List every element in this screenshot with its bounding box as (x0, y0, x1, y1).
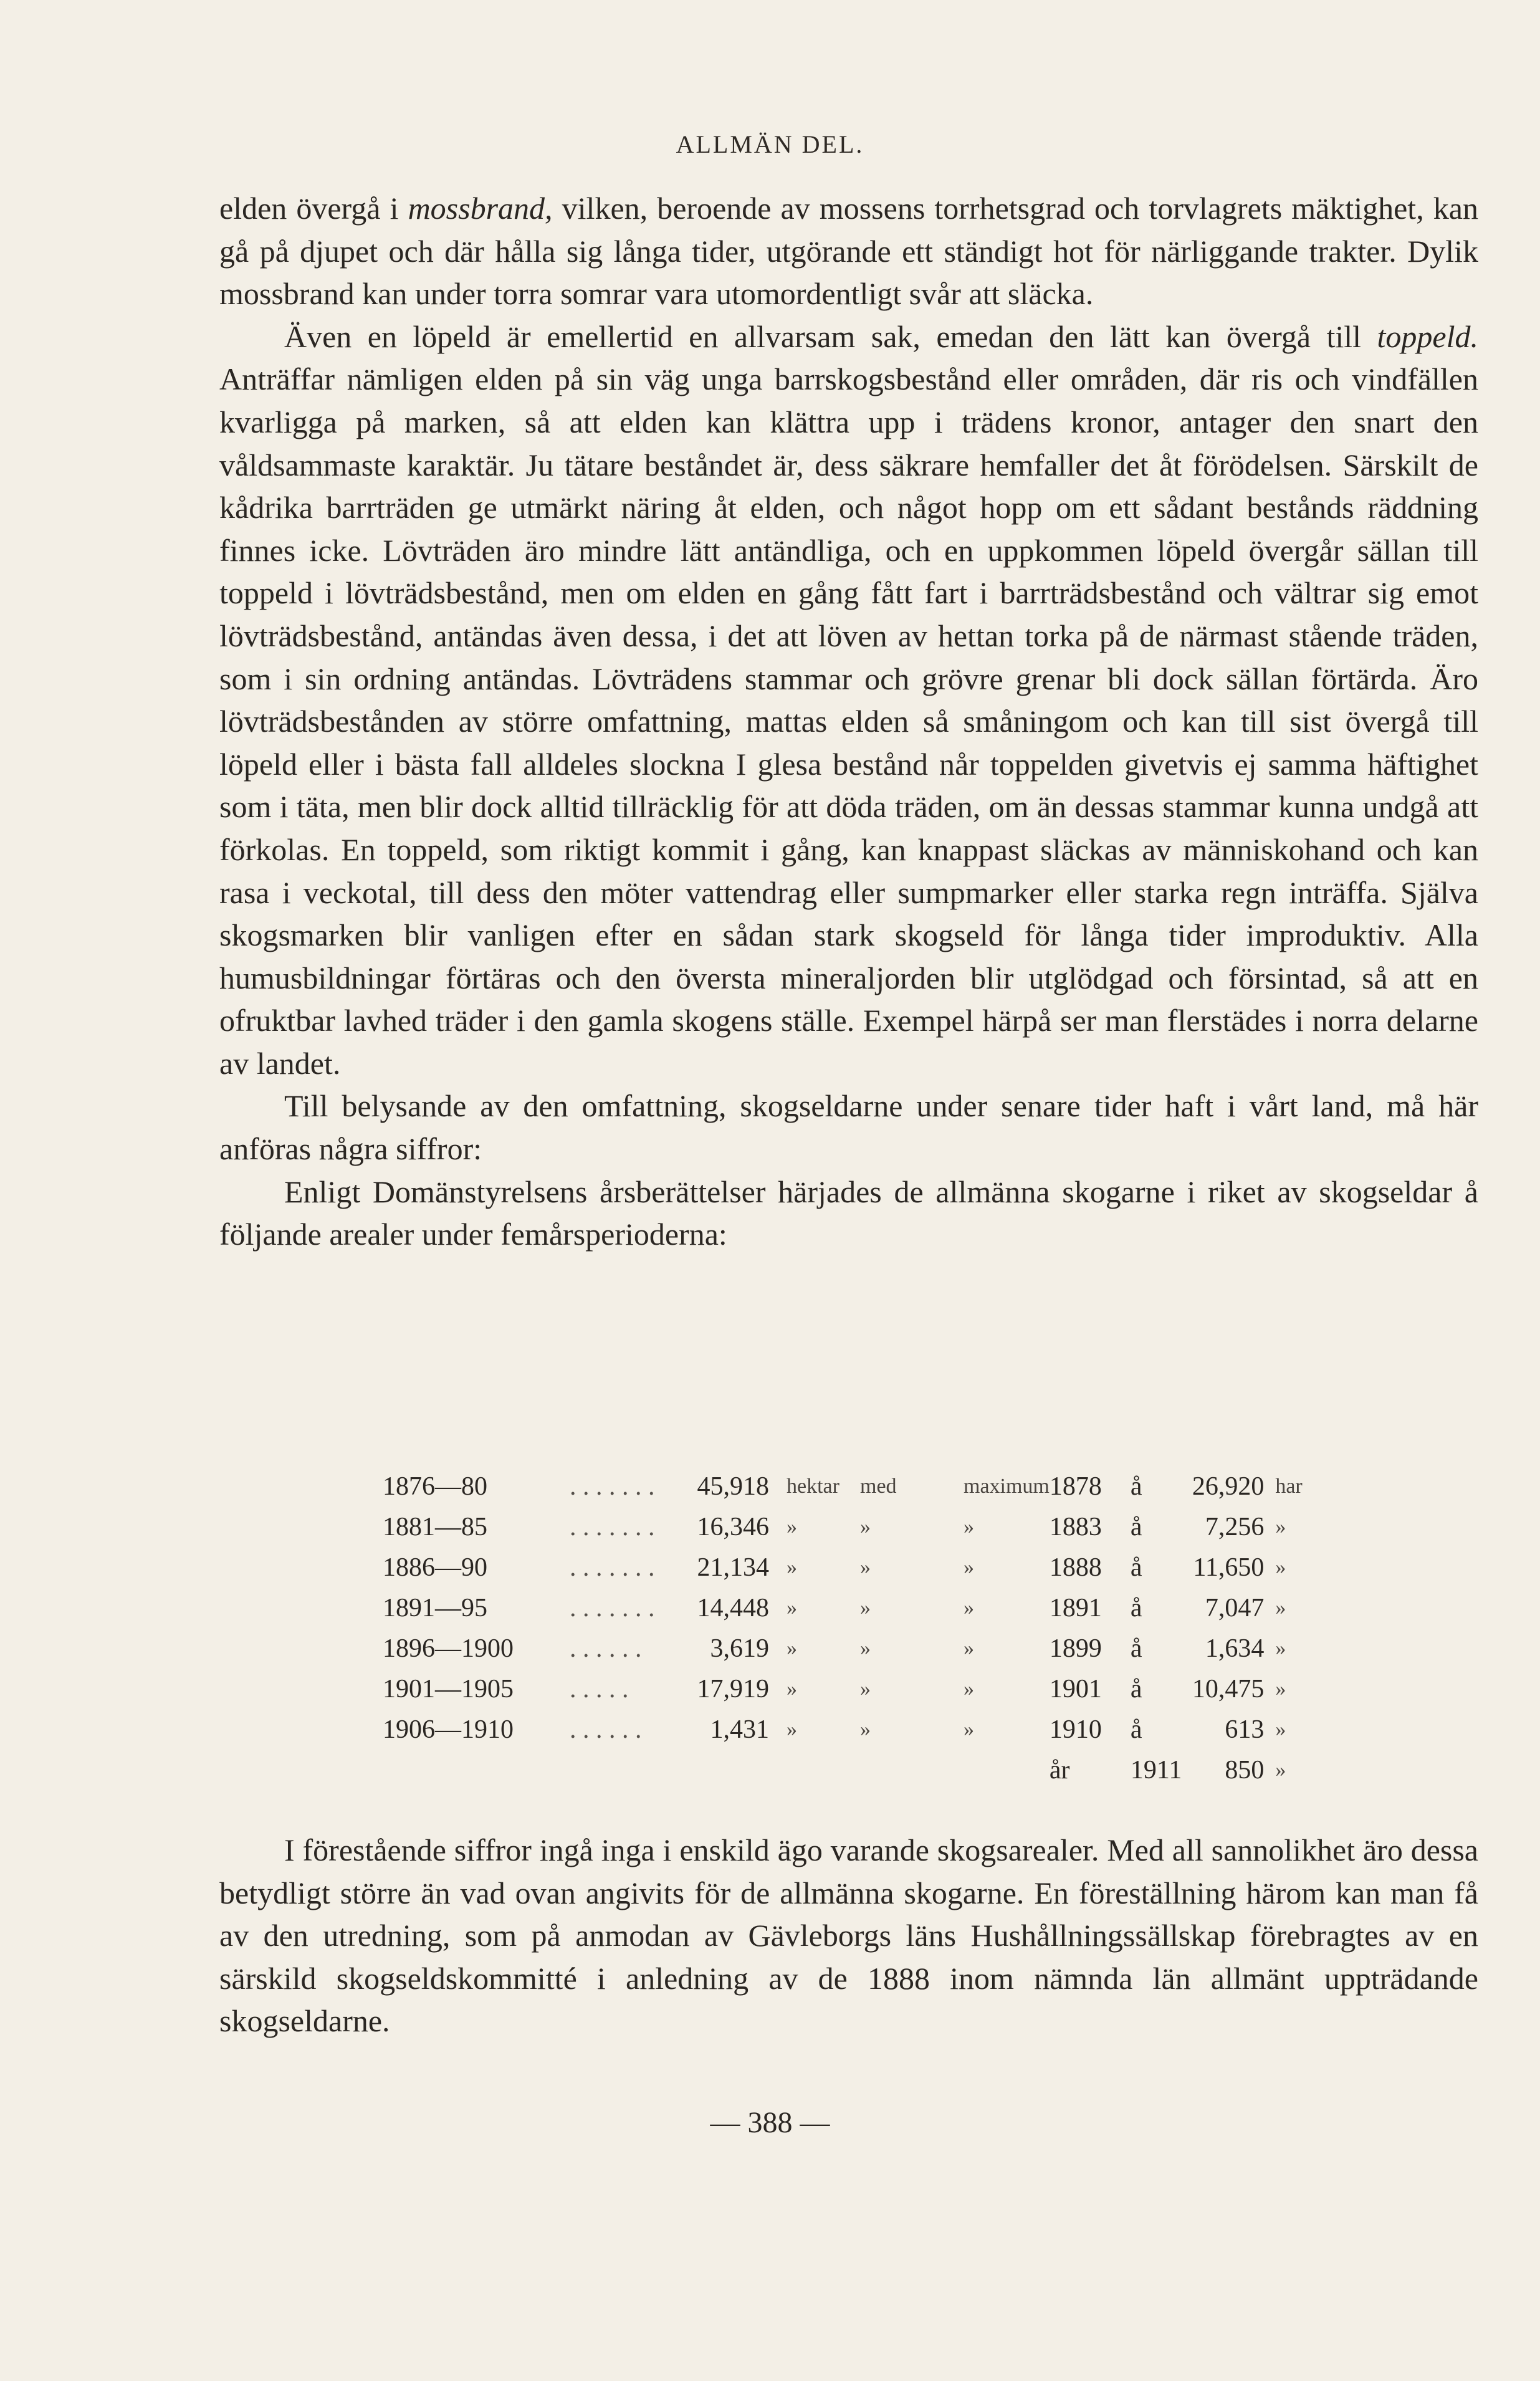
term-mossbrand: mossbrand, (408, 191, 553, 226)
cell-max: 7,047 (1205, 1593, 1265, 1622)
cell-a: å (1130, 1715, 1142, 1744)
cell-unit: » (1275, 1555, 1286, 1579)
cell-dots: . . . . . . . (570, 1553, 655, 1582)
cell-w3: » (964, 1677, 974, 1700)
paragraph-mossbrand: elden övergå i mossbrand, vilken, beroende av mossens torrhetsgrad och torvlagrets mäktighet, kan gå på djupet och där hålla sig långa tider, utgörande ett ständigt hot för närliggande trakter. Dylik mossbrand kan under torra somrar vara utomordentligt svår att släcka. (219, 191, 1478, 312)
table-row (383, 1507, 1313, 1547)
cell-w1: » (787, 1515, 797, 1538)
cell-w3: » (964, 1515, 974, 1538)
table-row (383, 1750, 1313, 1790)
cell-max: 10,475 (1192, 1674, 1265, 1703)
cell-w2 (860, 1750, 964, 1790)
table-row (383, 1466, 1313, 1507)
cell-unit: » (1275, 1758, 1286, 1781)
cell-hectares: 17,919 (697, 1674, 769, 1703)
cell-year: 1883 (1049, 1512, 1102, 1541)
cell-max: 26,920 (1192, 1472, 1265, 1501)
cell-year: 1891 (1049, 1593, 1102, 1622)
cell-a: å (1130, 1512, 1142, 1541)
cell-a: å (1130, 1553, 1142, 1582)
cell-dots: . . . . . . (570, 1634, 642, 1663)
page-number: — 388 — (710, 2106, 830, 2139)
cell-w1: » (787, 1596, 797, 1619)
cell-w2: » (860, 1596, 871, 1619)
cell-w1: » (787, 1717, 797, 1741)
cell-w3: » (964, 1555, 974, 1579)
cell-w3: maximum (964, 1474, 1050, 1498)
cell-a: å (1130, 1674, 1142, 1703)
table-row (383, 1547, 1313, 1588)
table-row (383, 1588, 1313, 1628)
cell-max: 850 (1225, 1755, 1265, 1785)
cell-year: 1910 (1049, 1715, 1102, 1744)
cell-unit: » (1275, 1677, 1286, 1700)
cell-w3: » (964, 1596, 974, 1619)
cell-max: 613 (1225, 1715, 1265, 1744)
cell-w2: » (860, 1717, 871, 1741)
cell-period: 1906—1910 (383, 1715, 514, 1744)
cell-period: 1896—1900 (383, 1634, 514, 1663)
cell-max: 1,634 (1205, 1634, 1265, 1663)
cell-a: 1911 (1130, 1755, 1182, 1785)
cell-w2: » (860, 1515, 871, 1538)
cell-dots: . . . . . . . (570, 1512, 655, 1541)
body-text-lower (219, 1829, 1478, 2043)
cell-hectares: 21,134 (697, 1553, 769, 1582)
forest-fire-statistics-table (383, 1466, 1313, 1790)
cell-w1 (787, 1750, 860, 1790)
paragraph-private-land: I förestående siffror ingå inga i enskild ägo varande skogsarealer. Med all sannolikhet äro dessa betydligt större än vad ovan angivits för de allmänna skogarne. En föreställning härom kan man få av den utredning, som på anmodan av Gävleborgs läns Hushållningssällskap förebragtes av en särskild skogseldskommitté i anledning av de 1888 inom nämnda län allmänt uppträdande skogseldarne. (219, 1832, 1478, 2039)
cell-hectares: 16,346 (697, 1512, 769, 1541)
cell-hectares: 14,448 (697, 1593, 769, 1622)
cell-w2: » (860, 1555, 871, 1579)
cell-dots: . . . . . . . (570, 1472, 655, 1501)
cell-w1: » (787, 1555, 797, 1579)
body-text-upper (219, 187, 1478, 1256)
cell-a: å (1130, 1634, 1142, 1663)
cell-dots: . . . . . (570, 1674, 629, 1703)
cell-hectares (694, 1750, 787, 1790)
cell-w2: med (860, 1474, 897, 1498)
cell-unit: har (1275, 1474, 1303, 1498)
paragraph-domanstyrelsen: Enligt Domänstyrelsens årsberättelser härjades de allmänna skogarne i riket av skogseldar å följande arealer under femårsperioderna: (219, 1174, 1478, 1252)
cell-w1: hektar (787, 1474, 839, 1498)
cell-year: 1901 (1049, 1674, 1102, 1703)
cell-w3 (964, 1750, 1050, 1790)
cell-unit: » (1275, 1596, 1286, 1619)
cell-dots: . . . . . . . (570, 1593, 655, 1622)
paragraph-toppeld: Även en löpeld är emellertid en allvarsam sak, emedan den lätt kan övergå till toppeld. Anträffar nämligen elden på sin väg unga barrskogsbestånd eller områden, där ris och vindfällen kvarligga på marken, så att elden kan klättra upp i trädens kronor, antager den snart den våldsammaste karaktär. Ju tätare beståndet är, dess säkrare hemfaller det åt förödelsen. Särskilt de kådrika barrträden ge utmärkt näring åt elden, och något hopp om ett sådant bestånds räddning finnes icke. Lövträden äro mindre lätt antändliga, och en uppkommen löpeld övergår sällan till toppeld i lövträdsbestånd, men om elden en gång fått fart i barrträdsbestånd och vältrar sig emot lövträdsbestånd, antändas även dessa, i det att löven av hettan torka på de närmast stående träden, som i sin ordning antändas. Lövträdens stammar och grövre grenar bli dock sällan förtärda. Äro lövträdsbestånden av större omfattning, mattas elden så småningom och kan till sist övergå till löpeld eller i bästa fall alldeles slockna I glesa bestånd når toppelden givetvis ej samma häftighet som i täta, men blir dock alltid tillräcklig för att döda träden, om än dessas stammar kunna undgå att förkolas. En toppeld, som riktigt kommit i gång, kan knappast släckas av människohand och kan rasa i veckotal, till dess den möter vattendrag eller sumpmarker eller starka regn inträffa. Själva skogsmarken blir vanligen efter en sådan stark skogseld för långa tider improduktiv. Alla humusbildningar förtäras och den översta mineraljorden blir utglödgad och försintad, så att en ofruktbar lavhed träder i den gamla skogens ställe. Exempel härpå ser man flerstädes i norra delarne av landet. (219, 319, 1478, 1081)
cell-w3: » (964, 1717, 974, 1741)
cell-hectares: 3,619 (710, 1634, 769, 1663)
cell-year: 1899 (1049, 1634, 1102, 1663)
cell-w3: » (964, 1636, 974, 1660)
cell-year: år (1049, 1755, 1070, 1785)
cell-max: 11,650 (1193, 1553, 1265, 1582)
cell-dots (570, 1750, 694, 1790)
cell-dots: . . . . . . (570, 1715, 642, 1744)
table-row (383, 1709, 1313, 1750)
cell-a: å (1130, 1472, 1142, 1501)
cell-w1: » (787, 1677, 797, 1700)
paragraph-intro-figures: Till belysande av den omfattning, skogseldarne under senare tider haft i vårt land, må här anföras några siffror: (219, 1088, 1478, 1167)
cell-period: 1876—80 (383, 1472, 487, 1501)
cell-a: å (1130, 1593, 1142, 1622)
cell-period: 1891—95 (383, 1593, 487, 1622)
cell-max: 7,256 (1205, 1512, 1265, 1541)
table-row (383, 1628, 1313, 1669)
cell-w1: » (787, 1636, 797, 1660)
cell-year: 1878 (1049, 1472, 1102, 1501)
cell-unit: » (1275, 1717, 1286, 1741)
table-row (383, 1669, 1313, 1709)
cell-period: 1901—1905 (383, 1674, 514, 1703)
cell-period (383, 1750, 570, 1790)
cell-hectares: 1,431 (710, 1715, 769, 1744)
cell-w2: » (860, 1636, 871, 1660)
cell-unit: » (1275, 1515, 1286, 1538)
cell-unit: » (1275, 1636, 1286, 1660)
term-toppeld: toppeld. (1377, 319, 1478, 354)
cell-w2: » (860, 1677, 871, 1700)
cell-period: 1886—90 (383, 1553, 487, 1582)
running-header: ALLMÄN DEL. (676, 130, 864, 158)
cell-year: 1888 (1049, 1553, 1102, 1582)
cell-hectares: 45,918 (697, 1472, 769, 1501)
cell-period: 1881—85 (383, 1512, 487, 1541)
